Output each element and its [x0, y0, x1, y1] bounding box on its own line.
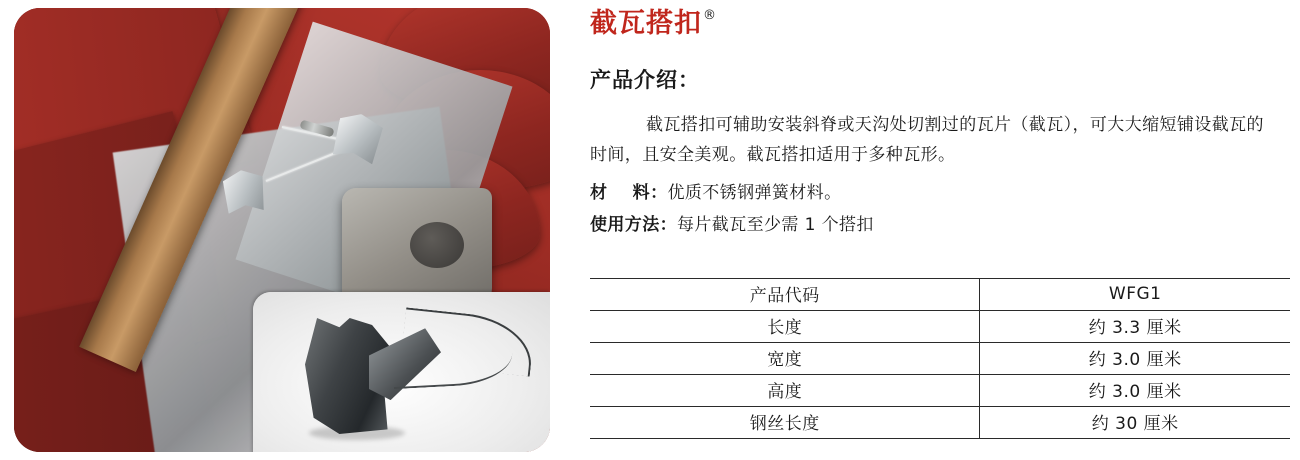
- usage-line: [590, 210, 874, 235]
- material-value: 优质不锈钢弹簧材料。: [667, 183, 842, 203]
- table-row: [590, 279, 1290, 311]
- spec-value: 约 3.3 厘米: [980, 311, 1290, 343]
- main-product-photo: [14, 8, 550, 452]
- spec-name: 钢丝长度: [590, 407, 980, 439]
- material-label: 材 料：: [590, 183, 668, 203]
- spec-value: WFG1: [980, 279, 1290, 311]
- spec-name: 产品代码: [590, 279, 980, 311]
- spec-value: 约 3.0 厘米: [980, 343, 1290, 375]
- table-row: [590, 375, 1290, 407]
- table-row: [590, 311, 1290, 343]
- product-info-panel: [590, 0, 1290, 460]
- page-title: 截瓦搭扣: [590, 8, 702, 39]
- inset-product-photo: [253, 292, 550, 452]
- spec-name: 长度: [590, 311, 980, 343]
- concrete-hole: [410, 222, 464, 268]
- intro-paragraph: 截瓦搭扣可辅助安装斜脊或天沟处切割过的瓦片（截瓦），可大大缩短铺设截瓦的时间，且安全美观。截瓦搭扣适用于多种瓦形。: [590, 115, 1264, 165]
- section-heading-intro: 产品介绍：: [590, 68, 700, 92]
- usage-value: 每片截瓦至少需 1 个搭扣: [677, 215, 874, 235]
- table-row: [590, 407, 1290, 439]
- usage-label: 使用方法：: [590, 215, 677, 235]
- material-line: [590, 178, 841, 203]
- specification-table: [590, 278, 1290, 439]
- spec-value: 约 3.0 厘米: [980, 375, 1290, 407]
- registered-trademark-icon: ®: [703, 8, 716, 23]
- spec-name: 宽度: [590, 343, 980, 375]
- product-title-row: [590, 10, 716, 37]
- spec-value: 约 30 厘米: [980, 407, 1290, 439]
- spec-name: 高度: [590, 375, 980, 407]
- table-row: [590, 343, 1290, 375]
